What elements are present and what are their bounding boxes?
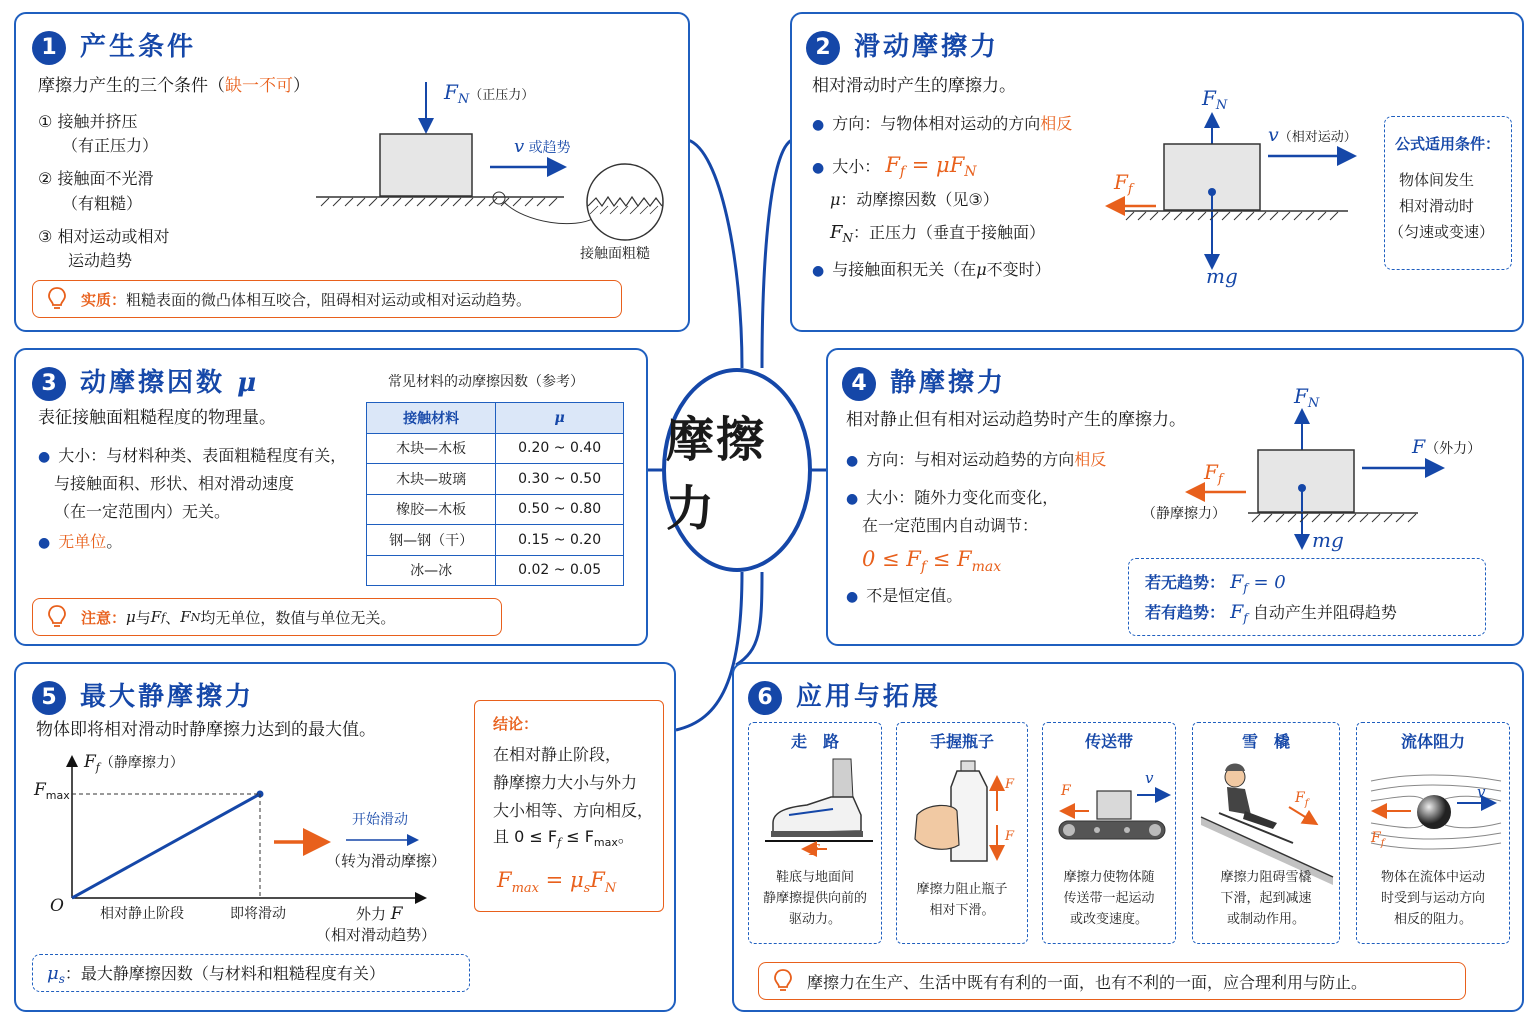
conclusion-line-3: 大小相等、方向相反， <box>493 801 654 820</box>
size-line-1: 大小：随外力变化而变化， <box>866 488 1059 507</box>
fn-note: （正压力） <box>469 88 535 103</box>
formula-sub2: s <box>583 881 591 897</box>
note-key: 实质： <box>81 290 127 309</box>
intro-a: 摩擦力产生的三个条件（ <box>38 76 225 96</box>
formula-eq: = μF <box>905 153 965 177</box>
table-row <box>367 494 624 525</box>
area-bullet: ● 与接触面积无关（在μ不变时） <box>812 260 1051 279</box>
intro-emphasis: 缺一不可 <box>225 76 293 96</box>
formula-a: F <box>497 868 512 892</box>
f-note: （外力） <box>1425 441 1482 457</box>
intro: 表征接触面粗糙程度的物理量。 <box>38 408 276 428</box>
range-b: ≤ F <box>926 547 972 571</box>
cell-material: 冰—冰 <box>367 555 496 586</box>
direction-bullet: ● 方向：与相对运动趋势的方向相反 <box>846 450 1107 469</box>
ff-arrow-label <box>1114 170 1133 198</box>
lightbulb-icon <box>47 604 67 630</box>
conclusion-title: 结论： <box>493 715 539 733</box>
v-label: v <box>1145 769 1154 787</box>
card-title: 走 路 <box>790 732 839 751</box>
with-trend-val: 自动产生并阻碍趋势 <box>1247 603 1397 622</box>
cell-material: 木块—玻璃 <box>367 464 496 495</box>
box-title: 公式适用条件： <box>1395 135 1501 153</box>
center-title: 摩擦力 <box>666 412 767 537</box>
box-line-2: 相对滑动时 <box>1399 197 1475 215</box>
fmax-sub: max <box>45 789 70 803</box>
range-sub2: max <box>971 559 1002 576</box>
conclusion-line-1: 在相对静止阶段， <box>493 745 622 764</box>
table-row <box>367 464 624 495</box>
number-badge: 2 <box>806 31 840 65</box>
card-title: 雪 橇 <box>1241 732 1290 751</box>
formula-sub: max <box>511 881 539 897</box>
x-ext: 外力 <box>356 905 387 923</box>
mu-symbol: μ <box>830 190 841 209</box>
x-trend-label: （相对滑动趋势） <box>316 926 437 944</box>
with-trend-sub: f <box>1243 611 1248 626</box>
ff: F <box>1114 170 1128 194</box>
intro: 物体即将相对滑动时静摩擦力达到的最大值。 <box>36 720 376 740</box>
essence-note <box>32 280 622 318</box>
fn: F <box>1202 86 1216 110</box>
card-title: 传送带 <box>1084 732 1133 751</box>
intro-c: ） <box>293 76 310 96</box>
mg-label: mg <box>1206 264 1238 288</box>
dir-text: 方向：与物体相对运动的方向 <box>832 114 1041 133</box>
mus-line <box>47 963 385 987</box>
note-f: F <box>150 608 162 626</box>
mu-text: ：动摩擦因数（见③） <box>840 190 999 209</box>
range-sub: f <box>920 559 927 576</box>
f-arrow-label <box>1412 436 1481 460</box>
note-sep: 、 <box>165 608 181 627</box>
note-mu: μ <box>126 608 136 626</box>
fn-text: ：正压力（垂直于接触面） <box>853 223 1046 242</box>
size-line-1: 大小：与材料种类、表面粗糙程度有关， <box>58 446 347 465</box>
fmax-label <box>34 780 70 803</box>
intro: 相对静止但有相对运动趋势时产生的摩擦力。 <box>846 410 1186 430</box>
condition-2-detail: （有粗糙） <box>62 194 143 213</box>
formula-f: F <box>885 153 900 177</box>
condition-text: 接触面不光滑 <box>57 169 154 188</box>
card-title: 手握瓶子 <box>929 732 994 751</box>
card-desc-1: 摩擦力阻碍雪橇 <box>1220 870 1312 885</box>
number-badge: 3 <box>32 367 66 401</box>
y-sub: f <box>95 760 100 774</box>
dir-text: 方向：与相对运动趋势的方向 <box>866 450 1075 469</box>
condition-num: ③ <box>38 227 53 246</box>
dir-emphasis: 相反 <box>1040 114 1073 133</box>
dir-emphasis: 相反 <box>1074 450 1107 469</box>
ff-sub: f <box>1304 798 1309 810</box>
conclusion-box <box>474 700 664 912</box>
f-down-label: F <box>1005 829 1015 844</box>
header-material: 接触材料 <box>367 403 496 434</box>
y-f: F <box>84 752 96 772</box>
y-note: （静摩擦力） <box>99 755 184 771</box>
concl-sub: f <box>557 836 562 850</box>
with-trend-line <box>1145 601 1397 626</box>
lightbulb-icon <box>773 968 793 994</box>
concl-b: ≤ F <box>561 827 594 846</box>
v-text: 或趋势 <box>528 140 571 156</box>
v-symbol: v <box>514 136 525 157</box>
card-desc-1: 摩擦力使物体随 <box>1063 870 1155 885</box>
velocity-label <box>514 136 571 159</box>
card-sled <box>1192 722 1340 944</box>
condition-num: ② <box>38 169 53 188</box>
ff-sub: f <box>1217 472 1223 488</box>
box-line-3: （匀速或变速） <box>1389 223 1495 241</box>
cell-mu: 0.20 ~ 0.40 <box>496 433 624 464</box>
ff: F <box>1204 460 1218 484</box>
card-desc-1: 鞋底与地面间 <box>775 870 854 885</box>
fn-arrow-label <box>1294 384 1319 412</box>
mg-label: mg <box>1312 528 1344 552</box>
title-text: 静摩擦力 <box>890 368 1007 398</box>
size-bullet: ● 大小：随外力变化而变化， <box>846 488 1059 507</box>
table-header <box>367 403 624 434</box>
start-slide-label: 开始滑动 <box>352 812 408 828</box>
size-line-3: （在一定范围内）无关。 <box>54 502 231 521</box>
card-desc-2: 相对下滑。 <box>929 903 995 918</box>
card-conveyor <box>1042 722 1176 944</box>
x-ext-label <box>356 904 403 925</box>
f-up-label: F <box>1005 777 1015 792</box>
concl-sub2: max <box>593 836 618 850</box>
panel-title <box>32 362 259 401</box>
to-sliding-label: （转为滑动摩擦） <box>326 852 447 870</box>
y-axis-label <box>84 752 184 775</box>
card-desc-3: 驱动力。 <box>788 912 841 927</box>
unitless-text: 无单位 <box>58 532 107 551</box>
panel-conditions <box>14 12 690 332</box>
cell-mu: 0.50 ~ 0.80 <box>496 494 624 525</box>
range-a: 0 ≤ F <box>862 547 921 571</box>
fn-sub: N <box>1307 396 1320 412</box>
unitless-bullet: ● 无单位。 <box>38 532 123 551</box>
fmax-f: F <box>34 780 46 800</box>
ff-arrow-label <box>1204 460 1223 488</box>
note-key: 注意： <box>81 608 127 627</box>
sled-icon <box>1193 753 1341 873</box>
table-title: 常见材料的动摩擦因数（参考） <box>388 374 584 390</box>
number-badge: 6 <box>748 681 782 715</box>
x-about-label: 即将滑动 <box>230 906 286 922</box>
formula-sub: f <box>899 164 906 181</box>
not-constant-bullet: ● 不是恒定值。 <box>846 586 963 605</box>
ff-label <box>1371 827 1384 851</box>
number-badge: 4 <box>842 367 876 401</box>
panel-kinetic-coefficient <box>14 348 648 646</box>
card-desc-1: 物体在流体中运动 <box>1380 870 1485 885</box>
header-mu: μ <box>496 403 624 434</box>
rough-label: 接触面粗糙 <box>580 246 650 262</box>
table-row <box>367 525 624 556</box>
summary-note <box>758 962 1466 1000</box>
bottle-hand-icon <box>897 753 1029 873</box>
f-label: F <box>1061 783 1071 799</box>
note-text: 粗糙表面的微凸体相互咬合，阻碍相对运动或相对运动趋势。 <box>126 290 532 309</box>
conclusion-line-2: 静摩擦力大小与外力 <box>493 773 638 792</box>
card-title: 流体阻力 <box>1400 732 1465 751</box>
v-label: v <box>1477 783 1486 801</box>
x-f: F <box>390 904 403 924</box>
card-fluid <box>1356 722 1510 944</box>
size-bullet: ● 大小： $F_f = \mu F_N$ <box>812 153 977 181</box>
area-a: 与接触面积无关（在 <box>832 260 977 279</box>
v: v <box>1268 124 1279 146</box>
note-text: 摩擦力在生产、生活中既有有利的一面，也有不利的一面，应合理利用与防止。 <box>807 972 1368 992</box>
mus-text: ：最大静摩擦因数（与材料和粗糙程度有关） <box>64 964 385 983</box>
condition-1-detail: （有正压力） <box>62 136 159 155</box>
panel-title <box>748 676 941 715</box>
v-note: （相对运动） <box>1278 130 1357 145</box>
card-desc-3: 或制动作用。 <box>1226 912 1305 927</box>
direction-bullet: ● 方向：与物体相对运动的方向相反 <box>812 114 1073 133</box>
mus-symbol: μ <box>47 963 59 984</box>
cell-mu: 0.15 ~ 0.20 <box>496 525 624 556</box>
condition-3-detail: 运动趋势 <box>68 251 133 270</box>
concl-c: 。 <box>617 827 634 846</box>
title-text: 最大静摩擦力 <box>80 682 255 712</box>
ff-note: （静摩擦力） <box>1142 506 1226 522</box>
fn-sub: N <box>1215 98 1228 114</box>
title-text: 滑动摩擦力 <box>854 32 1000 62</box>
note-f-sub: f <box>161 610 166 624</box>
cell-material: 橡胶—木板 <box>367 494 496 525</box>
note-and: 与 <box>135 608 151 627</box>
condition-text: 相对运动或相对 <box>57 227 170 246</box>
v-arrow-label <box>1268 124 1357 148</box>
fluid-ball-icon <box>1357 753 1511 873</box>
normal-force-label <box>444 80 534 108</box>
size-label: 大小： <box>832 157 881 176</box>
area-mu: μ <box>976 260 987 279</box>
card-desc-2: 下滑，起到减速 <box>1220 891 1312 906</box>
no-trend-val: = 0 <box>1247 572 1286 593</box>
condition-text: 接触并挤压 <box>57 112 138 131</box>
formula-sub2: N <box>964 164 977 181</box>
with-trend-f: F <box>1230 601 1244 623</box>
number-badge: 1 <box>32 31 66 65</box>
number-badge: 5 <box>32 681 66 715</box>
box-line-1: 物体间发生 <box>1399 171 1475 189</box>
trend-box <box>1128 558 1486 636</box>
lightbulb-icon <box>47 286 67 312</box>
panel-applications <box>732 662 1524 1012</box>
not-const-text: 不是恒定值。 <box>866 586 963 605</box>
card-desc-2: 静摩擦提供向前的 <box>762 891 867 906</box>
condition-num: ① <box>38 112 53 131</box>
no-trend-sub: f <box>1243 581 1248 596</box>
cell-mu: 0.02 ~ 0.05 <box>496 555 624 586</box>
formula-sub3: N <box>604 881 617 897</box>
formula-c: F <box>590 868 605 892</box>
fn-symbol: F <box>830 222 843 243</box>
title-text: 产生条件 <box>80 32 197 62</box>
x-rest-label: 相对静止阶段 <box>100 906 184 922</box>
no-trend-key: 若无趋势： <box>1145 573 1226 592</box>
conclusion-line-4 <box>493 827 634 850</box>
mus-note <box>32 954 470 992</box>
cell-material: 木块—木板 <box>367 433 496 464</box>
note-text: 均无单位，数值与单位无关。 <box>200 608 396 627</box>
note-fn-sub: N <box>190 610 201 624</box>
title-text: 应用与拓展 <box>796 682 942 712</box>
fn-arrow-label <box>1202 86 1227 114</box>
card-bottle <box>896 722 1028 944</box>
concl-a: 且 0 ≤ F <box>493 827 558 846</box>
card-desc-2: 传送带一起运动 <box>1063 891 1155 906</box>
f: F <box>1412 436 1426 458</box>
mus-sub: s <box>58 972 65 987</box>
size-bullet: ● 大小：与材料种类、表面粗糙程度有关， <box>38 446 347 465</box>
fn: F <box>1294 384 1308 408</box>
card-desc-1: 摩擦力阻止瓶子 <box>916 882 1008 897</box>
panel-sliding-friction <box>790 12 1524 332</box>
ff: F <box>1371 830 1381 846</box>
fn-sub: N <box>842 231 853 246</box>
cell-mu: 0.30 ~ 0.50 <box>496 464 624 495</box>
f-label: F <box>809 841 820 859</box>
intro: 相对滑动时产生的摩擦力。 <box>812 76 1016 96</box>
table-row <box>367 433 624 464</box>
size-line-2: 在一定范围内自动调节： <box>862 516 1039 535</box>
no-trend-line <box>1145 571 1286 596</box>
no-trend-f: F <box>1230 571 1244 593</box>
size-line-2: 与接触面积、形状、相对滑动速度 <box>54 474 295 493</box>
coefficient-table <box>366 402 624 586</box>
panel-static-friction <box>826 348 1524 646</box>
conveyor-icon <box>1043 753 1177 873</box>
ff-sub: f <box>1127 182 1133 198</box>
cell-material: 钢—钢（干） <box>367 525 496 556</box>
unitless-end: 。 <box>106 532 123 551</box>
fn-sub: N <box>457 92 470 108</box>
attention-note <box>32 598 502 636</box>
ff: F <box>1295 790 1305 806</box>
area-b: 不变时） <box>986 260 1051 279</box>
title-mu: μ <box>237 368 260 398</box>
formula-b: = μ <box>539 868 584 892</box>
panel-max-static-friction <box>14 662 676 1012</box>
applicable-conditions-box <box>1384 116 1512 270</box>
title-text: 动摩擦因数 <box>80 368 226 398</box>
fn-symbol: F <box>444 80 458 104</box>
ff-sub: f <box>1380 838 1385 850</box>
card-desc-3: 相反的阻力。 <box>1393 912 1472 927</box>
center-node <box>662 368 812 572</box>
note-fn: F <box>180 608 191 626</box>
max-formula <box>497 867 616 897</box>
origin-label: O <box>50 896 64 916</box>
card-walking <box>748 722 882 944</box>
card-desc-2: 时受到与运动方向 <box>1380 891 1485 906</box>
ff-label <box>1295 787 1308 811</box>
card-desc-3: 或改变速度。 <box>1069 912 1148 927</box>
table-row <box>367 555 624 586</box>
with-trend-key: 若有趋势： <box>1145 603 1226 622</box>
